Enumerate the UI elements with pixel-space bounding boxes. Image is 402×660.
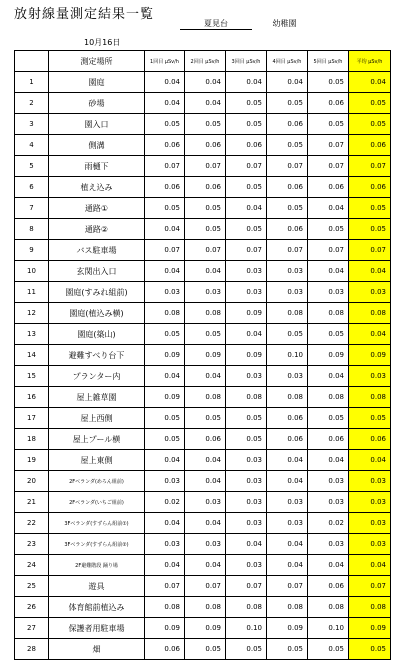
column-header: 3回目 μSv/h <box>226 51 267 72</box>
average-cell: 0.03 <box>349 513 391 534</box>
reading-cell: 0.02 <box>308 513 349 534</box>
reading-cell: 0.03 <box>226 450 267 471</box>
table-row <box>15 345 391 366</box>
reading-cell: 0.03 <box>185 282 226 303</box>
reading-cell: 0.05 <box>185 114 226 135</box>
reading-cell: 0.06 <box>308 576 349 597</box>
location-cell: 雨樋下 <box>49 156 145 177</box>
reading-cell: 0.06 <box>185 135 226 156</box>
reading-cell: 0.03 <box>145 534 185 555</box>
table-row <box>15 555 391 576</box>
table-row <box>15 135 391 156</box>
column-header: 4回目 μSv/h <box>267 51 308 72</box>
location-cell: 2Fベランダ(めろん組前) <box>49 471 145 492</box>
reading-cell: 0.09 <box>226 303 267 324</box>
reading-cell: 0.02 <box>145 492 185 513</box>
reading-cell: 0.05 <box>308 408 349 429</box>
column-header: 測定場所 <box>49 51 145 72</box>
reading-cell: 0.07 <box>267 156 308 177</box>
table-row <box>15 450 391 471</box>
reading-cell: 0.07 <box>226 240 267 261</box>
reading-cell: 0.09 <box>145 387 185 408</box>
reading-cell: 0.05 <box>308 72 349 93</box>
table-row <box>15 366 391 387</box>
reading-cell: 0.04 <box>145 450 185 471</box>
location-cell: 3Fベランダ(すずらん組前①) <box>49 513 145 534</box>
row-number: 28 <box>15 639 49 660</box>
average-cell: 0.08 <box>349 597 391 618</box>
row-number: 24 <box>15 555 49 576</box>
table-row <box>15 429 391 450</box>
reading-cell: 0.03 <box>145 282 185 303</box>
reading-cell: 0.07 <box>308 240 349 261</box>
reading-cell: 0.08 <box>145 303 185 324</box>
reading-cell: 0.10 <box>226 618 267 639</box>
reading-cell: 0.07 <box>226 576 267 597</box>
location-cell: 園入口 <box>49 114 145 135</box>
row-number: 3 <box>15 114 49 135</box>
reading-cell: 0.10 <box>308 618 349 639</box>
row-number: 6 <box>15 177 49 198</box>
reading-cell: 0.04 <box>185 471 226 492</box>
column-header: 1回目 μSv/h <box>145 51 185 72</box>
table-row <box>15 324 391 345</box>
reading-cell: 0.05 <box>308 219 349 240</box>
results-table <box>14 50 391 660</box>
reading-cell: 0.05 <box>185 198 226 219</box>
reading-cell: 0.06 <box>145 639 185 660</box>
location-cell: 園庭(築山) <box>49 324 145 345</box>
location-cell: 屋上雑草園 <box>49 387 145 408</box>
table-row <box>15 156 391 177</box>
reading-cell: 0.08 <box>226 597 267 618</box>
reading-cell: 0.06 <box>185 177 226 198</box>
reading-cell: 0.04 <box>185 366 226 387</box>
reading-cell: 0.05 <box>226 114 267 135</box>
reading-cell: 0.08 <box>145 597 185 618</box>
reading-cell: 0.04 <box>145 513 185 534</box>
table-row <box>15 219 391 240</box>
average-cell: 0.06 <box>349 177 391 198</box>
average-cell: 0.05 <box>349 408 391 429</box>
row-number: 22 <box>15 513 49 534</box>
average-cell: 0.03 <box>349 366 391 387</box>
reading-cell: 0.04 <box>267 72 308 93</box>
reading-cell: 0.04 <box>145 555 185 576</box>
reading-cell: 0.09 <box>145 618 185 639</box>
location-cell: 園庭 <box>49 72 145 93</box>
table-row <box>15 492 391 513</box>
reading-cell: 0.06 <box>308 93 349 114</box>
average-cell: 0.05 <box>349 219 391 240</box>
row-number: 10 <box>15 261 49 282</box>
reading-cell: 0.05 <box>185 324 226 345</box>
row-number: 23 <box>15 534 49 555</box>
table-row <box>15 576 391 597</box>
row-number: 25 <box>15 576 49 597</box>
reading-cell: 0.05 <box>226 219 267 240</box>
reading-cell: 0.04 <box>226 198 267 219</box>
reading-cell: 0.08 <box>185 303 226 324</box>
average-cell: 0.05 <box>349 93 391 114</box>
location-cell: 保護者用駐車場 <box>49 618 145 639</box>
reading-cell: 0.06 <box>267 408 308 429</box>
reading-cell: 0.05 <box>308 324 349 345</box>
average-cell: 0.04 <box>349 450 391 471</box>
table-row <box>15 261 391 282</box>
reading-cell: 0.05 <box>145 198 185 219</box>
average-cell: 0.05 <box>349 114 391 135</box>
row-number: 12 <box>15 303 49 324</box>
reading-cell: 0.09 <box>226 345 267 366</box>
reading-cell: 0.07 <box>267 576 308 597</box>
reading-cell: 0.05 <box>226 93 267 114</box>
reading-cell: 0.04 <box>145 366 185 387</box>
reading-cell: 0.05 <box>226 408 267 429</box>
reading-cell: 0.03 <box>226 513 267 534</box>
location-cell: 2F避難階段 踊り場 <box>49 555 145 576</box>
measurement-date: 10月16日 <box>84 38 121 47</box>
reading-cell: 0.04 <box>308 450 349 471</box>
reading-cell: 0.06 <box>267 177 308 198</box>
reading-cell: 0.09 <box>308 345 349 366</box>
reading-cell: 0.05 <box>226 639 267 660</box>
location-cell: 3Fベランダ(すずらん組前②) <box>49 534 145 555</box>
location-name: 夏見台 <box>180 18 252 30</box>
reading-cell: 0.04 <box>226 324 267 345</box>
average-cell: 0.07 <box>349 240 391 261</box>
reading-cell: 0.08 <box>226 387 267 408</box>
reading-cell: 0.03 <box>226 282 267 303</box>
row-number: 11 <box>15 282 49 303</box>
table-row <box>15 387 391 408</box>
reading-cell: 0.07 <box>185 156 226 177</box>
column-header-average: 平均 μSv/h <box>349 51 391 72</box>
row-number: 17 <box>15 408 49 429</box>
location-cell: 側溝 <box>49 135 145 156</box>
location-cell: 園庭(植込み横) <box>49 303 145 324</box>
average-cell: 0.07 <box>349 156 391 177</box>
average-cell: 0.03 <box>349 282 391 303</box>
reading-cell: 0.03 <box>308 471 349 492</box>
location-line <box>180 18 297 30</box>
reading-cell: 0.03 <box>226 555 267 576</box>
reading-cell: 0.07 <box>185 240 226 261</box>
reading-cell: 0.05 <box>267 639 308 660</box>
row-number: 7 <box>15 198 49 219</box>
row-number: 26 <box>15 597 49 618</box>
reading-cell: 0.05 <box>308 639 349 660</box>
reading-cell: 0.06 <box>185 429 226 450</box>
average-cell: 0.04 <box>349 72 391 93</box>
reading-cell: 0.08 <box>308 303 349 324</box>
location-cell: 畑 <box>49 639 145 660</box>
reading-cell: 0.04 <box>308 555 349 576</box>
reading-cell: 0.05 <box>145 324 185 345</box>
reading-cell: 0.07 <box>308 156 349 177</box>
reading-cell: 0.09 <box>185 345 226 366</box>
reading-cell: 0.04 <box>145 72 185 93</box>
average-cell: 0.09 <box>349 618 391 639</box>
location-cell: 体育館前植込み <box>49 597 145 618</box>
location-cell: 砂場 <box>49 93 145 114</box>
average-cell: 0.06 <box>349 135 391 156</box>
reading-cell: 0.07 <box>145 576 185 597</box>
reading-cell: 0.03 <box>267 261 308 282</box>
reading-cell: 0.08 <box>185 597 226 618</box>
reading-cell: 0.04 <box>267 534 308 555</box>
reading-cell: 0.03 <box>185 492 226 513</box>
reading-cell: 0.08 <box>267 303 308 324</box>
reading-cell: 0.04 <box>145 219 185 240</box>
reading-cell: 0.03 <box>308 534 349 555</box>
reading-cell: 0.04 <box>185 450 226 471</box>
row-number: 20 <box>15 471 49 492</box>
reading-cell: 0.09 <box>185 618 226 639</box>
row-number: 8 <box>15 219 49 240</box>
average-cell: 0.08 <box>349 303 391 324</box>
reading-cell: 0.06 <box>145 177 185 198</box>
reading-cell: 0.08 <box>267 387 308 408</box>
table-row <box>15 72 391 93</box>
column-header <box>15 51 49 72</box>
location-cell: 屋上プール横 <box>49 429 145 450</box>
average-cell: 0.08 <box>349 387 391 408</box>
page-title: 放射線量測定結果一覧 <box>14 7 155 22</box>
table-row <box>15 240 391 261</box>
reading-cell: 0.07 <box>308 135 349 156</box>
table-row <box>15 513 391 534</box>
reading-cell: 0.05 <box>226 177 267 198</box>
reading-cell: 0.09 <box>145 345 185 366</box>
reading-cell: 0.05 <box>226 429 267 450</box>
reading-cell: 0.03 <box>226 261 267 282</box>
location-cell: 屋上東側 <box>49 450 145 471</box>
row-number: 14 <box>15 345 49 366</box>
reading-cell: 0.04 <box>185 261 226 282</box>
location-cell: プランター内 <box>49 366 145 387</box>
reading-cell: 0.05 <box>308 114 349 135</box>
row-number: 18 <box>15 429 49 450</box>
reading-cell: 0.06 <box>226 135 267 156</box>
table-row <box>15 408 391 429</box>
reading-cell: 0.05 <box>185 408 226 429</box>
reading-cell: 0.07 <box>145 156 185 177</box>
reading-cell: 0.05 <box>145 114 185 135</box>
reading-cell: 0.03 <box>226 471 267 492</box>
reading-cell: 0.03 <box>267 492 308 513</box>
reading-cell: 0.04 <box>267 450 308 471</box>
reading-cell: 0.03 <box>267 513 308 534</box>
reading-cell: 0.04 <box>185 72 226 93</box>
reading-cell: 0.03 <box>308 282 349 303</box>
table-row <box>15 198 391 219</box>
table-row <box>15 618 391 639</box>
location-cell: 通路① <box>49 198 145 219</box>
row-number: 1 <box>15 72 49 93</box>
location-cell: 通路② <box>49 219 145 240</box>
reading-cell: 0.04 <box>226 72 267 93</box>
row-number: 15 <box>15 366 49 387</box>
reading-cell: 0.06 <box>267 429 308 450</box>
table-row <box>15 597 391 618</box>
reading-cell: 0.03 <box>145 471 185 492</box>
location-cell: 植え込み <box>49 177 145 198</box>
location-cell: バス駐車場 <box>49 240 145 261</box>
reading-cell: 0.07 <box>267 240 308 261</box>
table-row <box>15 93 391 114</box>
reading-cell: 0.06 <box>267 219 308 240</box>
reading-cell: 0.04 <box>308 198 349 219</box>
average-cell: 0.05 <box>349 198 391 219</box>
row-number: 13 <box>15 324 49 345</box>
reading-cell: 0.05 <box>267 324 308 345</box>
reading-cell: 0.05 <box>145 429 185 450</box>
row-number: 27 <box>15 618 49 639</box>
reading-cell: 0.06 <box>267 114 308 135</box>
row-number: 4 <box>15 135 49 156</box>
reading-cell: 0.08 <box>267 597 308 618</box>
reading-cell: 0.06 <box>308 429 349 450</box>
average-cell: 0.09 <box>349 345 391 366</box>
average-cell: 0.04 <box>349 555 391 576</box>
average-cell: 0.07 <box>349 576 391 597</box>
reading-cell: 0.03 <box>226 492 267 513</box>
reading-cell: 0.04 <box>145 93 185 114</box>
average-cell: 0.03 <box>349 534 391 555</box>
row-number: 9 <box>15 240 49 261</box>
row-number: 16 <box>15 387 49 408</box>
reading-cell: 0.03 <box>267 366 308 387</box>
average-cell: 0.03 <box>349 492 391 513</box>
column-header: 5回目 μSv/h <box>308 51 349 72</box>
location-cell: 玄関出入口 <box>49 261 145 282</box>
row-number: 5 <box>15 156 49 177</box>
reading-cell: 0.07 <box>185 576 226 597</box>
column-header: 2回目 μSv/h <box>185 51 226 72</box>
row-number: 19 <box>15 450 49 471</box>
location-cell: 園庭(すみれ組前) <box>49 282 145 303</box>
reading-cell: 0.04 <box>185 555 226 576</box>
average-cell: 0.03 <box>349 471 391 492</box>
reading-cell: 0.08 <box>185 387 226 408</box>
reading-cell: 0.08 <box>308 387 349 408</box>
reading-cell: 0.04 <box>267 555 308 576</box>
reading-cell: 0.03 <box>185 534 226 555</box>
reading-cell: 0.07 <box>145 240 185 261</box>
reading-cell: 0.07 <box>226 156 267 177</box>
reading-cell: 0.06 <box>145 135 185 156</box>
row-number: 21 <box>15 492 49 513</box>
table-row <box>15 114 391 135</box>
reading-cell: 0.04 <box>185 513 226 534</box>
average-cell: 0.04 <box>349 324 391 345</box>
average-cell: 0.06 <box>349 429 391 450</box>
reading-cell: 0.03 <box>308 492 349 513</box>
reading-cell: 0.04 <box>145 261 185 282</box>
reading-cell: 0.08 <box>308 597 349 618</box>
location-cell: 避難すべり台下 <box>49 345 145 366</box>
reading-cell: 0.06 <box>308 177 349 198</box>
location-cell: 2Fベランダ(いちご組前) <box>49 492 145 513</box>
reading-cell: 0.09 <box>267 618 308 639</box>
table-row <box>15 639 391 660</box>
reading-cell: 0.04 <box>308 366 349 387</box>
reading-cell: 0.03 <box>226 366 267 387</box>
header-row <box>15 51 391 72</box>
reading-cell: 0.10 <box>267 345 308 366</box>
facility-type: 幼稚園 <box>272 19 297 28</box>
table-row <box>15 282 391 303</box>
reading-cell: 0.05 <box>185 639 226 660</box>
reading-cell: 0.03 <box>267 282 308 303</box>
location-cell: 屋上西側 <box>49 408 145 429</box>
row-number: 2 <box>15 93 49 114</box>
average-cell: 0.05 <box>349 639 391 660</box>
table-row <box>15 177 391 198</box>
table-row <box>15 471 391 492</box>
reading-cell: 0.04 <box>267 471 308 492</box>
reading-cell: 0.05 <box>267 198 308 219</box>
reading-cell: 0.05 <box>145 408 185 429</box>
table-row <box>15 303 391 324</box>
reading-cell: 0.05 <box>267 135 308 156</box>
table-row <box>15 534 391 555</box>
average-cell: 0.04 <box>349 261 391 282</box>
reading-cell: 0.04 <box>226 534 267 555</box>
reading-cell: 0.05 <box>267 93 308 114</box>
reading-cell: 0.04 <box>185 93 226 114</box>
reading-cell: 0.04 <box>308 261 349 282</box>
reading-cell: 0.05 <box>185 219 226 240</box>
location-cell: 遊具 <box>49 576 145 597</box>
